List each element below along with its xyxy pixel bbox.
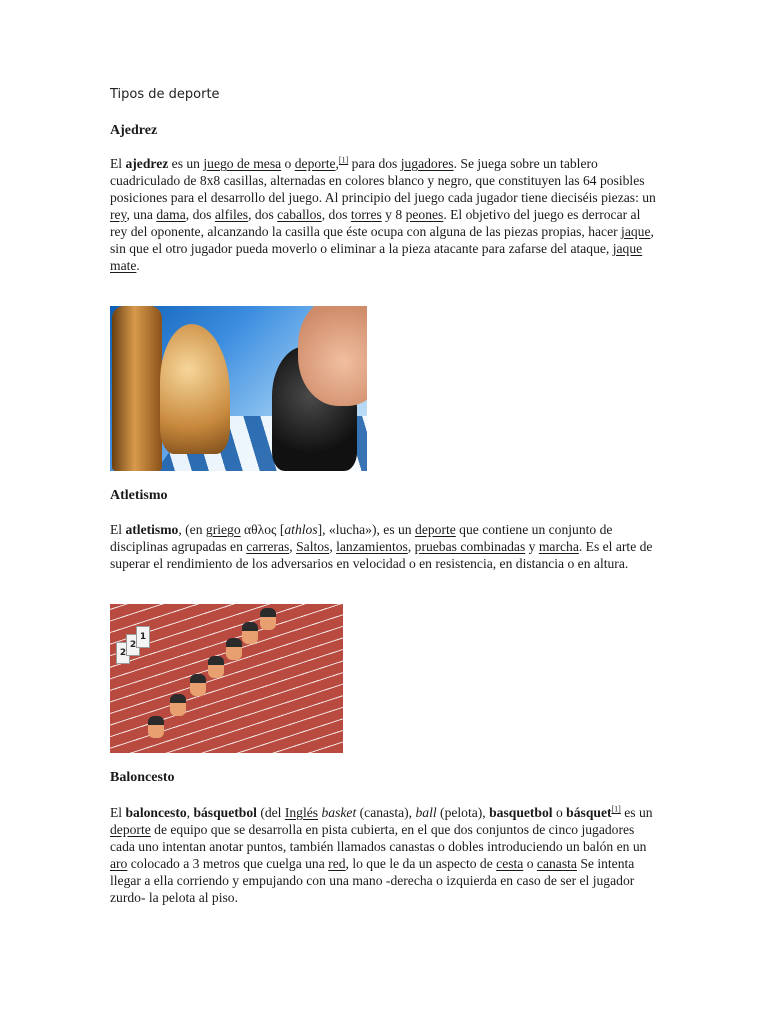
link-red[interactable]: red [328, 856, 346, 871]
athletics-image [110, 604, 343, 753]
start-block-number: 2 [126, 634, 140, 656]
link-dama[interactable]: dama [156, 207, 186, 222]
paragraph-baloncesto: El baloncesto, básquetbol (del Inglés basket (canasta), ball (pelota), basquetbol o básquet[1] es un deporte de equipo que se desarrolla en pista cubierta, en el que dos conjuntos de cinco jugadores cada uno intentan anotar puntos, también llamados canastas o dobles introduciendo un balón en un aro colocado a 3 metros que cuelga una red, lo que le da un aspecto de cesta o canasta Se intenta llegar a ella corriendo y empujando con una mano -derecha o izquierda en caso de ser el jugador zurdo- la pelota al piso. [110, 804, 653, 905]
runner-shape [208, 656, 224, 678]
runner-shape [226, 638, 242, 660]
link-deporte-2[interactable]: deporte [415, 522, 456, 537]
paragraph-atletismo: El atletismo, (en griego αθλος [athlos], «lucha»), es un deporte que contiene un conjunto de disciplinas agrupadas en carreras, Saltos, lanzamientos, pruebas combinadas y marcha. Es el arte de superar el rendimiento de los adversarios en velocidad o en resistencia, en distancia o en altura. [110, 522, 653, 571]
heading-ajedrez: Ajedrez [110, 123, 158, 138]
link-marcha[interactable]: marcha [538, 539, 579, 554]
link-alfiles[interactable]: alfiles [214, 207, 249, 222]
runner-shape [190, 674, 206, 696]
link-cesta[interactable]: cesta [496, 856, 524, 871]
link-caballos[interactable]: caballos [277, 207, 322, 222]
document-title: Tipos de deporte [110, 87, 220, 102]
link-rey[interactable]: rey [110, 207, 127, 222]
link-saltos[interactable]: Saltos [296, 539, 330, 554]
link-canasta[interactable]: canasta [536, 856, 577, 871]
link-ingles[interactable]: Inglés [284, 805, 319, 820]
white-knight-shape [160, 324, 230, 454]
ref-link-1[interactable]: [1] [338, 155, 349, 165]
link-aro[interactable]: aro [110, 856, 128, 871]
ref-link-2[interactable]: [1] [611, 804, 621, 814]
heading-baloncesto: Baloncesto [110, 770, 175, 785]
link-pruebas-combinadas[interactable]: pruebas combinadas [414, 539, 526, 554]
link-carreras[interactable]: carreras [246, 539, 290, 554]
link-deporte[interactable]: deporte [294, 156, 336, 171]
link-peones[interactable]: peones [405, 207, 444, 222]
runner-shape [148, 716, 164, 738]
link-torres[interactable]: torres [350, 207, 382, 222]
start-block-number: 1 [136, 626, 150, 648]
link-griego[interactable]: griego [205, 522, 241, 537]
link-jugadores[interactable]: jugadores [400, 156, 454, 171]
link-jaque-mate[interactable]: jaque mate [110, 241, 643, 273]
chess-image [110, 306, 367, 471]
heading-atletismo: Atletismo [110, 488, 168, 503]
link-deporte-3[interactable]: deporte [110, 822, 151, 837]
king-piece-shape [112, 306, 162, 471]
runner-shape [260, 608, 276, 630]
runner-shape [242, 622, 258, 644]
link-jaque[interactable]: jaque [621, 224, 651, 239]
link-lanzamientos[interactable]: lanzamientos [336, 539, 408, 554]
link-juego-de-mesa[interactable]: juego de mesa [203, 156, 282, 171]
paragraph-ajedrez: El ajedrez es un juego de mesa o deporte,[1] para dos jugadores. Se juega sobre un tablero cuadriculado de 8x8 casillas, alternadas en colores blanco y negro, que constituyen las 64 posibles posiciones para el desarrollo del juego. Al principio del juego cada jugador tiene dieciséis piezas: un rey, una dama, dos alfiles, dos caballos, dos torres y 8 peones. El objetivo del juego es derrocar al rey del oponente, alcanzando la casilla que éste ocupa con alguna de las piezas propias, hacer jaque, sin que el otro jugador pueda moverlo o eliminar a la pieza atacante para zafarse del ataque, jaque mate. [110, 155, 656, 273]
start-block-number: 2 [116, 642, 130, 664]
runner-shape [170, 694, 186, 716]
